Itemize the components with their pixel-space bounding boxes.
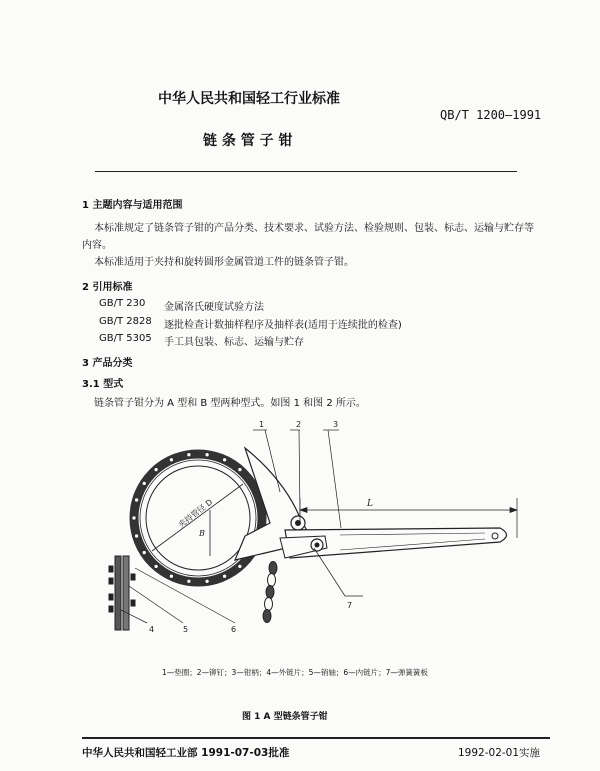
callout-5: 5 — [183, 625, 189, 634]
section-3-heading: 3 产品分类 — [82, 358, 133, 369]
section-1-heading: 1 主题内容与适用范围 — [82, 200, 183, 211]
handle-hang-hole — [492, 533, 498, 539]
chain-tail-link — [268, 574, 276, 587]
standard-category: 中华人民共和国轻工行业标准 — [158, 91, 340, 107]
chain-link-pin — [223, 574, 227, 578]
section-3-1-heading: 3.1 型式 — [82, 379, 124, 390]
callout-3: 3 — [333, 420, 339, 429]
section-1-para-1b: 内容。 — [82, 240, 112, 251]
document-title: 链 条 管 子 钳 — [203, 133, 293, 149]
figure-legend: 1—垫圈；2—铆钉；3—钳柄；4—外链片；5—销轴；6—内链片；7—弹簧簧板 — [162, 668, 428, 677]
section-1-para-2: 本标准适用于夹持和旋转圆形金属管道工件的链条管子钳。 — [94, 257, 354, 268]
chain-link-pin — [135, 534, 139, 538]
approval-date: 中华人民共和国轻工业部 1991-07-03批准 — [82, 747, 290, 759]
dimension-d-label: 夹持管径 D — [176, 497, 215, 530]
ref-title-2: 逐批检查计数抽样程序及抽样表(适用于连续批的检查) — [164, 320, 402, 331]
chain-link-pin — [169, 574, 173, 578]
section-3-1-para: 链条管子钳分为 A 型和 B 型两种型式。如图 1 和图 2 所示。 — [94, 398, 366, 409]
ref-code-3: GB/T 5305 — [99, 333, 152, 344]
chain-link-pin — [135, 498, 139, 502]
dimension-l-label: L — [367, 499, 373, 509]
chain-link-pin — [187, 453, 191, 457]
pipe-outline — [146, 466, 250, 570]
figure-caption: 图 1 A 型链条管子钳 — [242, 712, 328, 722]
ref-code-1: GB/T 230 — [99, 298, 146, 309]
chain-link-pin — [205, 579, 209, 583]
callout-7: 7 — [347, 601, 353, 610]
chain-link-pin — [238, 468, 242, 472]
chain-link-pin — [154, 468, 158, 472]
chain-link-pin — [238, 564, 242, 568]
standard-code: QB/T 1200—1991 — [440, 108, 542, 122]
header-rule — [95, 171, 517, 172]
chain-link-pin — [169, 458, 173, 462]
chain-side-view — [109, 556, 135, 630]
chain-link-pin — [154, 564, 158, 568]
figure-1-drawing — [95, 418, 535, 634]
callout-1: 1 — [259, 420, 265, 429]
chain-outer — [134, 454, 262, 582]
callout-6: 6 — [231, 625, 237, 634]
implementation-date: 1992-02-01实施 — [458, 747, 541, 759]
chain-tail-link — [265, 598, 273, 611]
chain-link-pin — [223, 458, 227, 462]
chain-link-pin — [142, 481, 146, 485]
footer-rule — [82, 737, 550, 739]
dimension-b-label: B — [199, 529, 205, 538]
callout-4: 4 — [149, 625, 155, 634]
chain-tail-link — [269, 562, 277, 575]
chain-tail-link — [266, 586, 274, 599]
ref-title-3: 手工具包装、标志、运输与贮存 — [164, 337, 304, 348]
ref-code-2: GB/T 2828 — [99, 316, 152, 327]
chain-link-pin — [132, 516, 136, 520]
section-2-heading: 2 引用标准 — [82, 282, 133, 293]
callout-2: 2 — [296, 420, 302, 429]
chain-tail-link — [263, 610, 271, 623]
chain-link-pin — [205, 453, 209, 457]
chain-link-pin — [142, 551, 146, 555]
ref-title-1: 金属洛氏硬度试验方法 — [164, 302, 264, 313]
section-1-para-1a: 本标准规定了链条管子钳的产品分类、技术要求、试验方法、检验规则、包装、标志、运输与贮存等 — [94, 223, 534, 234]
chain-link-pin — [187, 579, 191, 583]
